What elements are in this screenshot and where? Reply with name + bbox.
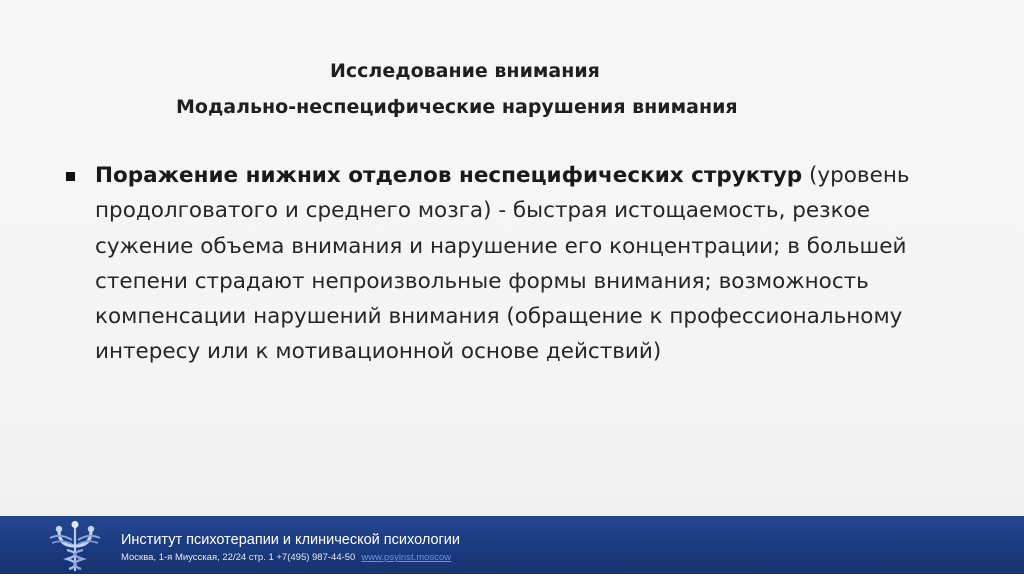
slide-subtitle: Модально-неспецифические нарушения внимания	[176, 96, 738, 118]
slide-title: Исследование внимания	[330, 60, 600, 82]
caduceus-psi-logo-icon	[45, 519, 105, 573]
institute-name: Институт психотерапии и клинической психологии	[121, 532, 461, 548]
bullet-lead-text: Поражение нижних отделов неспецифических структур	[95, 163, 803, 188]
website-link[interactable]: www.psyinst.moscow	[361, 552, 452, 563]
institute-contacts	[121, 552, 451, 564]
bullet-body-text: (уровень продолговатого и среднего мозга) - быстрая истощаемость, резкое сужение объема внимания и нарушение его концентрации; в большей степени страдают непроизвольные формы внимания; возможность компенсации нарушений внимания (обращение к профессиональному интересу или к мотивационной основе действий)	[95, 163, 910, 365]
bullet-text	[95, 158, 945, 370]
footer-bar	[0, 516, 1024, 574]
institute-address: Москва, 1-я Миусская, 22/24 стр. 1 +7(495) 987-44-50	[121, 552, 356, 563]
square-bullet-icon	[66, 172, 75, 181]
